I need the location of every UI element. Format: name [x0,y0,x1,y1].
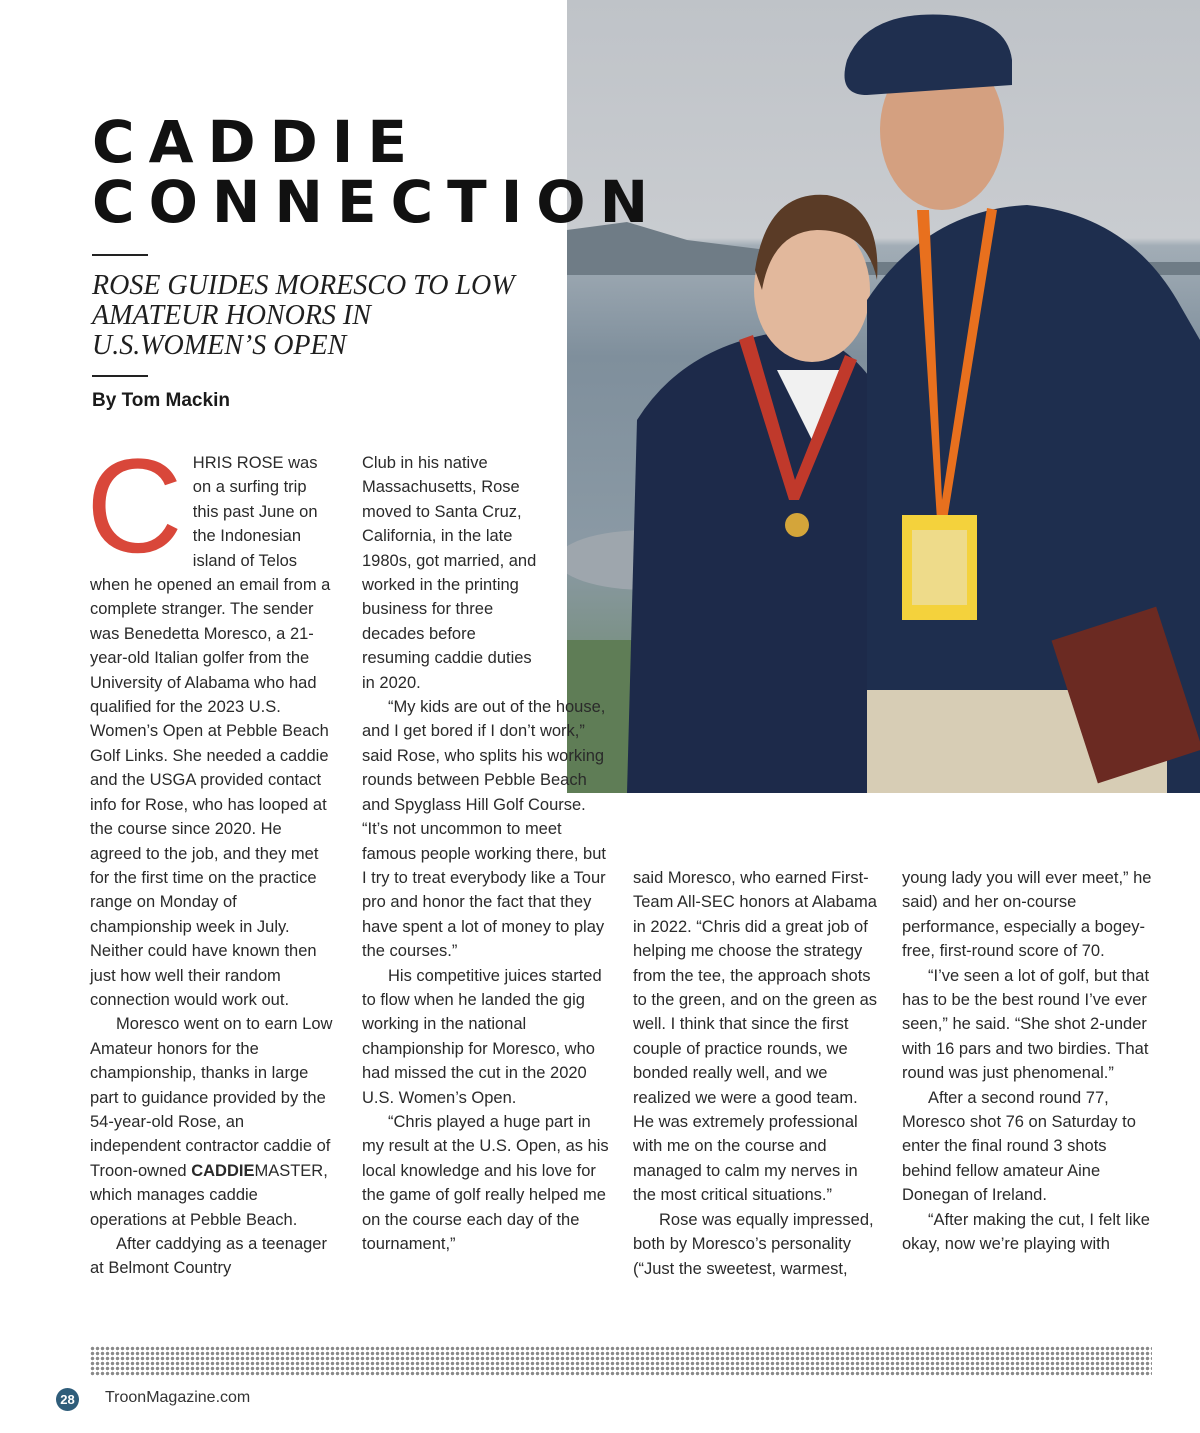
paragraph: “My kids are out of the house, and I get bored if I don’t work,” said Rose, who splits his working rounds between Pebble Beach and Spyglass Hill Golf Course. “It’s not uncommon to meet famous people working there, but I try to treat everybody like a Tour pro and honor the fact that they have spent a lot of money to play the courses.” [362,698,606,961]
title-line-1: CADDIE [92,108,421,176]
article-column-1 [86,432,335,1281]
paragraph-text: , which manages caddie operations at Pebble Beach. [90,1161,328,1229]
subtitle-divider [92,375,148,377]
medal-icon [785,513,809,537]
paragraph: After caddying as a teenager at Belmont Country [90,1235,327,1278]
paragraph: young lady you will ever meet,” he said) and her on-course performance, especially a bogey-free, first-round score of 70. [902,869,1152,961]
website-link[interactable]: TroonMagazine.com [105,1389,251,1406]
paragraph-text: HRIS ROSE was on a surfing trip this past June on the Indonesian island of Telos when he opened an email from a complete stranger. The sender was Benedetta Moresco, a 21-year-old Italian golfer from the University of Alabama who had qualified for the 2023 U.S. Women’s Open at Pebble Beach Golf Links. She needed a caddie and the USGA provided contact info for Rose, who has looped at the course since 2020. He agreed to the job, and they met for the first time on the practice range on Monday of championship week in July. Neither could have known then just how well their random connection would work out. [90,454,331,1009]
brand-name-bold: CADDIE [191,1161,255,1180]
paragraph: said Moresco, who earned First-Team All-SEC honors at Alabama in 2022. “Chris did a great job of helping me choose the strategy from the tee, the approach shots to the green, and on the green as well. I think that since the first couple of practice rounds, we bonded really well, and we realized we were a good team. He was extremely professional with me on the course and managed to calm my nerves in the most critical situations.” [633,869,878,1205]
title-divider [92,254,148,256]
article-column-2 [362,451,612,1256]
paragraph: “Chris played a huge part in my result at the U.S. Open, as his local knowledge and his love for the game of golf really helped me on the course each day of the tournament,” [362,1112,609,1253]
paragraph: “I’ve seen a lot of golf, but that has to be the best round I’ve ever seen,” he said. “She shot 2-under with 16 pars and two birdies. That round was just phenomenal.” [902,966,1150,1083]
brand-name-rest: MASTER [254,1161,324,1180]
article-column-3 [633,866,881,1281]
dotted-divider [90,1346,1152,1376]
article-title [92,108,663,236]
paragraph [90,1012,335,1232]
paragraph: His competitive juices started to flow when he landed the gig working in the national championship for Moresco, who had missed the cut in the 2020 U.S. Women’s Open. [362,966,602,1107]
paragraph: “After making the cut, I felt like okay, now we’re playing with [902,1210,1150,1254]
title-line-2: CONNECTION [92,168,663,236]
paragraph: Rose was equally impressed, both by Moresco’s personality (“Just the sweetest, warmest, [633,1210,874,1278]
page-number-badge: 28 [56,1388,79,1411]
byline: By Tom Mackin [92,390,230,411]
paragraph-text: Moresco went on to earn Low Amateur honors for the championship, thanks in large part to guidance provided by the 54-year-old Rose, an independent contractor caddie of Troon-owned [90,1015,333,1180]
drop-cap: C [86,432,183,581]
paragraph: After a second round 77, Moresco shot 76 on Saturday to enter the final round 3 shots behind fellow amateur Aine Donegan of Ireland. [902,1088,1136,1205]
article-column-4 [902,866,1152,1257]
paragraph: Club in his native Massachusetts, Rose moved to Santa Cruz, California, in the late 1980s, got married, and worked in the printing business for three decades before resuming caddie duties in 2020. [362,454,537,692]
article-subtitle: ROSE GUIDES MORESCO TO LOW AMATEUR HONORS IN U.S.WOMEN’S OPEN [92,270,515,361]
paragraph [86,432,335,1012]
